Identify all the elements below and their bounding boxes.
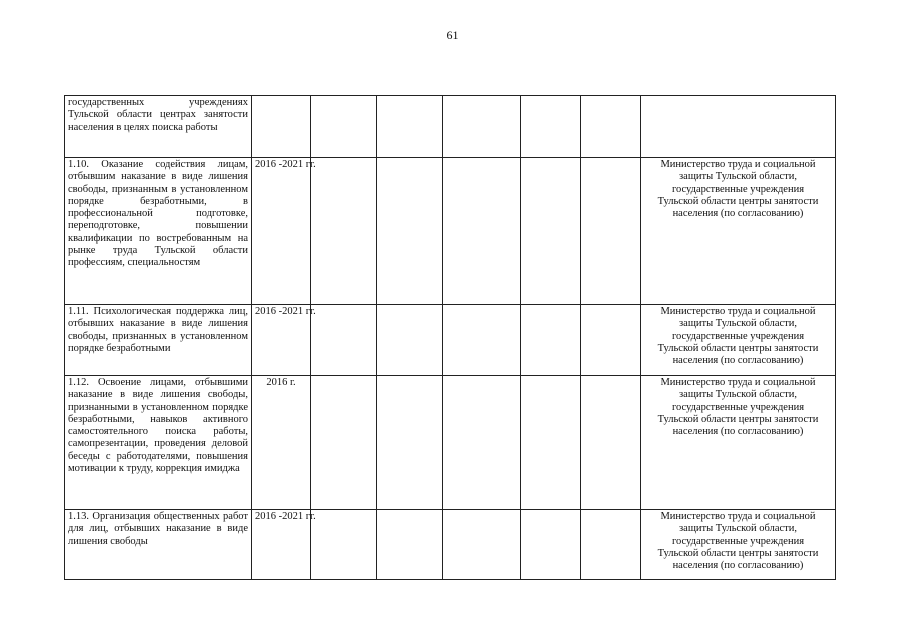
empty-cell <box>443 510 521 580</box>
table-row <box>65 376 836 510</box>
empty-cell <box>521 305 581 376</box>
page-number: 61 <box>446 28 459 42</box>
measure-description: 1.10. Оказание содействия лицам, отбывшим наказание в виде лишения свободы, признанным в установленном порядке безработными, в профессиональной подготовке, переподготовке, повышении квалификации по востребованным на рынке труда Тульской области профессиям, специальностям <box>65 158 252 305</box>
measures-table <box>64 95 836 580</box>
measure-description: 1.11. Психологическая поддержка лиц, отбывших наказание в виде лишения свободы, признанных в установленном порядке безработными <box>65 305 252 376</box>
table-row <box>65 305 836 376</box>
empty-cell <box>311 305 377 376</box>
measure-executor <box>641 96 836 158</box>
empty-cell <box>581 376 641 510</box>
empty-cell <box>311 376 377 510</box>
empty-cell <box>377 510 443 580</box>
empty-cell <box>581 96 641 158</box>
empty-cell <box>581 158 641 305</box>
measure-term: 2016 -2021 гг. <box>252 158 311 305</box>
empty-cell <box>581 305 641 376</box>
measure-term: 2016 -2021 гг. <box>252 510 311 580</box>
table-row <box>65 510 836 580</box>
measure-term: 2016 -2021 гг. <box>252 305 311 376</box>
empty-cell <box>311 158 377 305</box>
table-row <box>65 158 836 305</box>
empty-cell <box>443 376 521 510</box>
empty-cell <box>377 158 443 305</box>
measure-description: 1.12. Освоение лицами, отбывшими наказание в виде лишения свободы, признанными в установленном порядке безработными, навыков активного самостоятельного поиска работы, самопрезентации, проведения деловой беседы с работодателями, повышения мотивации к труду, коррекция имиджа <box>65 376 252 510</box>
empty-cell <box>521 376 581 510</box>
empty-cell <box>443 96 521 158</box>
empty-cell <box>377 305 443 376</box>
measure-description: 1.13. Организация общественных работ для лиц, отбывших наказание в виде лишения свободы <box>65 510 252 580</box>
measure-executor: Министерство труда и социальной защиты Тульской области, государственные учреждения Тульской области центры занятости населения (по согласованию) <box>641 510 836 580</box>
empty-cell <box>521 510 581 580</box>
empty-cell <box>377 376 443 510</box>
measure-term: 2016 г. <box>252 376 311 510</box>
table-row <box>65 96 836 158</box>
measure-executor: Министерство труда и социальной защиты Тульской области, государственные учреждения Тульской области центры занятости населения (по согласованию) <box>641 158 836 305</box>
empty-cell <box>443 158 521 305</box>
empty-cell <box>443 305 521 376</box>
measure-description: государственных учреждениях Тульской области центрах занятости населения в целях поиска работы <box>65 96 252 158</box>
empty-cell <box>377 96 443 158</box>
empty-cell <box>311 510 377 580</box>
empty-cell <box>311 96 377 158</box>
empty-cell <box>521 158 581 305</box>
empty-cell <box>521 96 581 158</box>
measure-term <box>252 96 311 158</box>
empty-cell <box>581 510 641 580</box>
measure-executor: Министерство труда и социальной защиты Тульской области, государственные учреждения Тульской области центры занятости населения (по согласованию) <box>641 376 836 510</box>
measure-executor: Министерство труда и социальной защиты Тульской области, государственные учреждения Тульской области центры занятости населения (по согласованию) <box>641 305 836 376</box>
